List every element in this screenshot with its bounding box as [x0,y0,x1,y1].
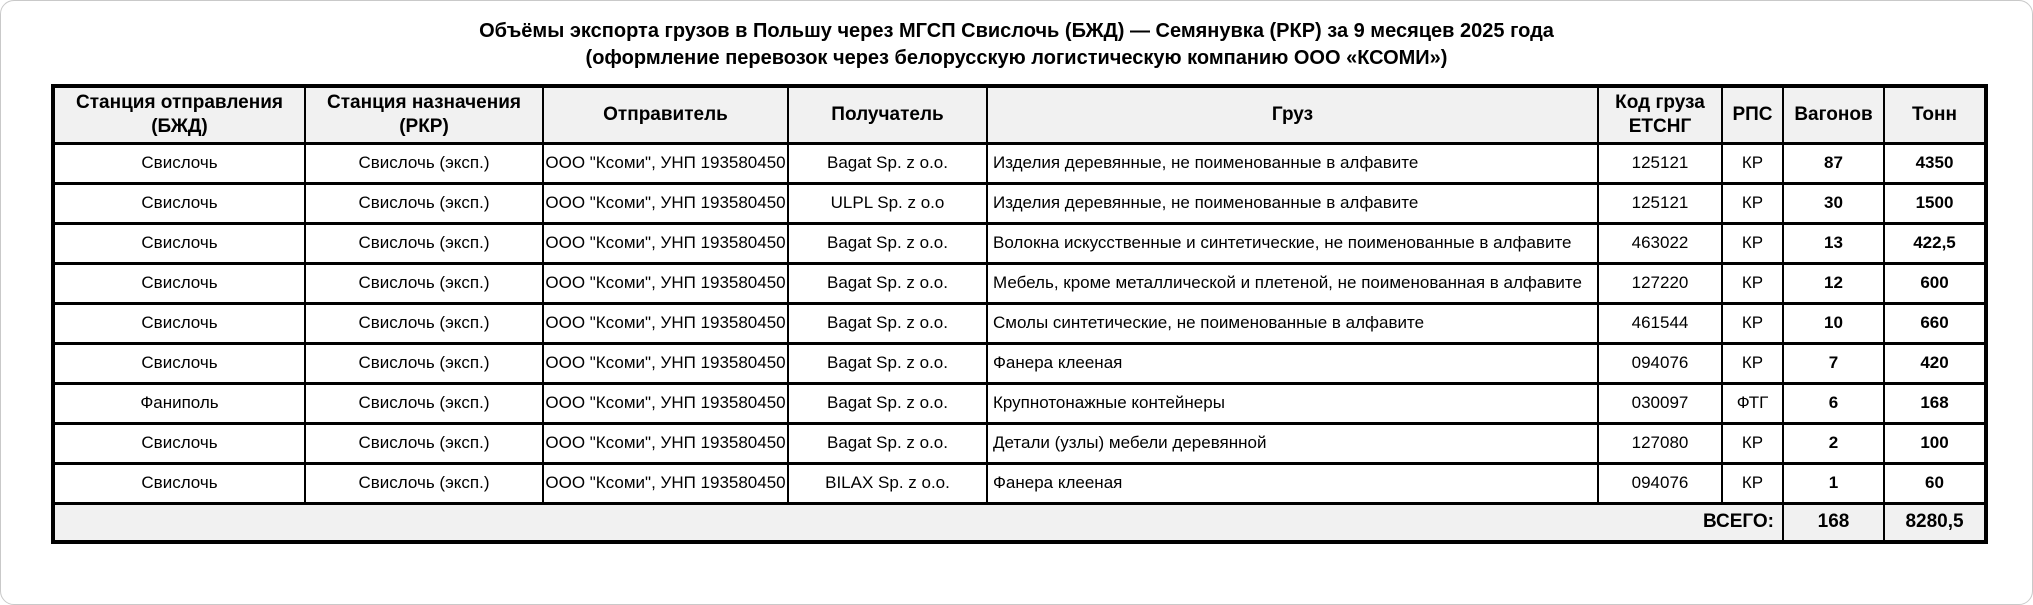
report-title-line1: Объёмы экспорта грузов в Польшу через МГСП Свислочь (БЖД) — Семянувка (РКР) за 9 месяцев 2025 года [479,20,1554,42]
cell-receiver: BILAX Sp. z o.o. [788,463,987,503]
cell-sender: ООО "Ксоми", УНП 193580450 [543,303,788,343]
cell-cargo: Изделия деревянные, не поименованные в алфавите [987,183,1598,223]
column-header-cargo: Груз [987,86,1598,143]
table-row [53,263,1986,303]
total-label: ВСЕГО: [53,503,1783,542]
cell-tons: 600 [1884,263,1986,303]
export-table [51,84,1988,544]
cell-destination_station: Свислочь (эксп.) [305,143,543,183]
cell-sender: ООО "Ксоми", УНП 193580450 [543,343,788,383]
cell-wagons: 6 [1783,383,1884,423]
cell-departure_station: Свислочь [53,303,305,343]
cell-rps: КР [1722,263,1783,303]
cell-departure_station: Свислочь [53,343,305,383]
cell-rps: КР [1722,143,1783,183]
cell-rps: ФТГ [1722,383,1783,423]
cell-departure_station: Свислочь [53,423,305,463]
total-row [53,503,1986,542]
cell-tons: 100 [1884,423,1986,463]
cell-wagons: 12 [1783,263,1884,303]
report-title [1,18,2032,72]
cell-rps: КР [1722,223,1783,263]
cell-tons: 420 [1884,343,1986,383]
cell-sender: ООО "Ксоми", УНП 193580450 [543,223,788,263]
column-header-tons: Тонн [1884,86,1986,143]
total-wagons: 168 [1783,503,1884,542]
cell-receiver: Bagat Sp. z o.o. [788,223,987,263]
cell-etsng_code: 094076 [1598,343,1722,383]
cell-destination_station: Свислочь (эксп.) [305,383,543,423]
cell-cargo: Изделия деревянные, не поименованные в алфавите [987,143,1598,183]
cell-sender: ООО "Ксоми", УНП 193580450 [543,423,788,463]
column-header-receiver: Получатель [788,86,987,143]
column-header-departure_station: Станция отправления (БЖД) [53,86,305,143]
cell-receiver: Bagat Sp. z o.o. [788,303,987,343]
cell-etsng_code: 030097 [1598,383,1722,423]
cell-destination_station: Свислочь (эксп.) [305,343,543,383]
cell-sender: ООО "Ксоми", УНП 193580450 [543,463,788,503]
cell-receiver: Bagat Sp. z o.o. [788,343,987,383]
table-row [53,223,1986,263]
cell-wagons: 30 [1783,183,1884,223]
column-header-wagons: Вагонов [1783,86,1884,143]
cell-cargo: Фанера клееная [987,343,1598,383]
column-header-sender: Отправитель [543,86,788,143]
cell-tons: 422,5 [1884,223,1986,263]
cell-destination_station: Свислочь (эксп.) [305,263,543,303]
table-footer [53,503,1986,542]
cell-tons: 60 [1884,463,1986,503]
cell-departure_station: Свислочь [53,143,305,183]
cell-etsng_code: 127080 [1598,423,1722,463]
cell-departure_station: Свислочь [53,223,305,263]
cell-etsng_code: 125121 [1598,143,1722,183]
cell-cargo: Крупнотонажные контейнеры [987,383,1598,423]
cell-destination_station: Свислочь (эксп.) [305,223,543,263]
cell-rps: КР [1722,463,1783,503]
cell-etsng_code: 094076 [1598,463,1722,503]
cell-tons: 1500 [1884,183,1986,223]
cell-cargo: Смолы синтетические, не поименованные в алфавите [987,303,1598,343]
column-header-destination_station: Станция назначения (РКР) [305,86,543,143]
cell-rps: КР [1722,423,1783,463]
cell-destination_station: Свислочь (эксп.) [305,463,543,503]
table-row [53,303,1986,343]
table-body [53,143,1986,503]
total-tons: 8280,5 [1884,503,1986,542]
cell-departure_station: Свислочь [53,263,305,303]
cell-rps: КР [1722,183,1783,223]
cell-wagons: 7 [1783,343,1884,383]
report-title-line2: (оформление перевозок через белорусскую логистическую компанию ООО «КСОМИ») [585,47,1448,69]
cell-sender: ООО "Ксоми", УНП 193580450 [543,143,788,183]
cell-wagons: 1 [1783,463,1884,503]
cell-receiver: Bagat Sp. z o.o. [788,423,987,463]
cell-destination_station: Свислочь (эксп.) [305,423,543,463]
table-row [53,423,1986,463]
cell-wagons: 87 [1783,143,1884,183]
column-header-rps: РПС [1722,86,1783,143]
cell-wagons: 10 [1783,303,1884,343]
cell-wagons: 2 [1783,423,1884,463]
table-row [53,143,1986,183]
cell-tons: 660 [1884,303,1986,343]
cell-departure_station: Свислочь [53,183,305,223]
table-row [53,183,1986,223]
column-header-etsng_code: Код груза ЕТСНГ [1598,86,1722,143]
cell-tons: 168 [1884,383,1986,423]
cell-destination_station: Свислочь (эксп.) [305,183,543,223]
cell-cargo: Мебель, кроме металлической и плетеной, не поименованная в алфавите [987,263,1598,303]
table-row [53,463,1986,503]
cell-sender: ООО "Ксоми", УНП 193580450 [543,183,788,223]
cell-cargo: Фанера клееная [987,463,1598,503]
cell-etsng_code: 125121 [1598,183,1722,223]
table-row [53,343,1986,383]
cell-cargo: Волокна искусственные и синтетические, не поименованные в алфавите [987,223,1598,263]
cell-receiver: Bagat Sp. z o.o. [788,143,987,183]
cell-etsng_code: 127220 [1598,263,1722,303]
cell-etsng_code: 461544 [1598,303,1722,343]
header-row [53,86,1986,143]
cell-receiver: Bagat Sp. z o.o. [788,383,987,423]
cell-receiver: ULPL Sp. z o.o [788,183,987,223]
cell-sender: ООО "Ксоми", УНП 193580450 [543,263,788,303]
table-header [53,86,1986,143]
cell-cargo: Детали (узлы) мебели деревянной [987,423,1598,463]
table-row [53,383,1986,423]
cell-wagons: 13 [1783,223,1884,263]
cell-tons: 4350 [1884,143,1986,183]
cell-departure_station: Свислочь [53,463,305,503]
cell-sender: ООО "Ксоми", УНП 193580450 [543,383,788,423]
cell-destination_station: Свислочь (эксп.) [305,303,543,343]
cell-rps: КР [1722,343,1783,383]
cell-receiver: Bagat Sp. z o.o. [788,263,987,303]
cell-rps: КР [1722,303,1783,343]
cell-departure_station: Фаниполь [53,383,305,423]
cell-etsng_code: 463022 [1598,223,1722,263]
